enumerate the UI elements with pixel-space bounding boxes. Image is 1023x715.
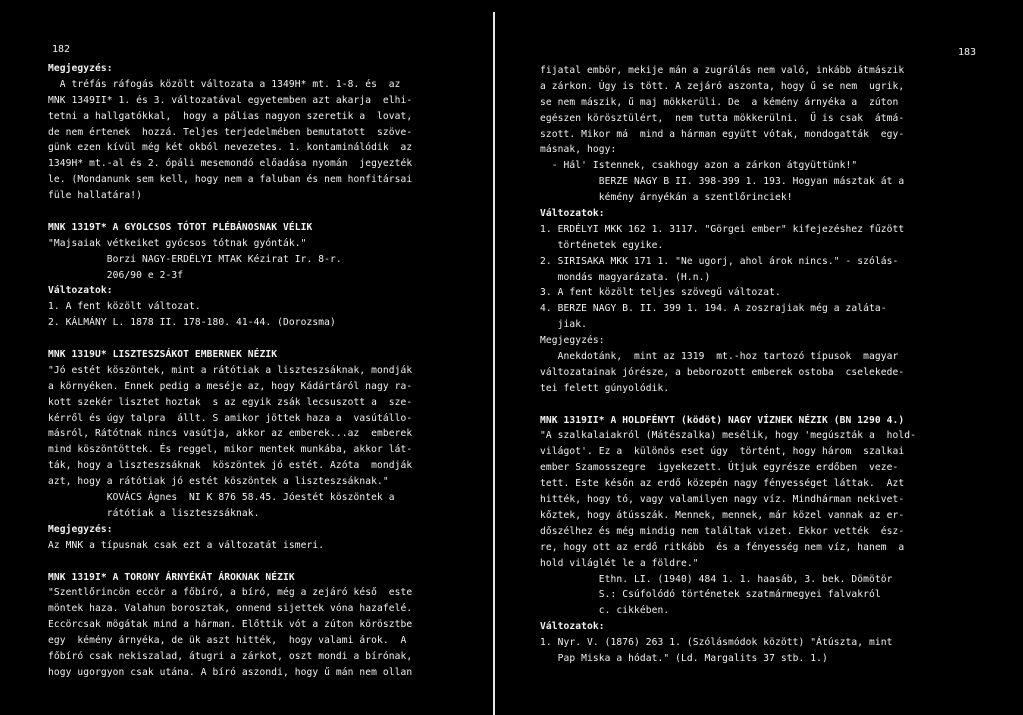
text-line: hogy ugorgyon csak utána. A bíró aszondi, hogy ű mán nem ollan — [48, 666, 413, 678]
text-line: rátótiak a liszteszsáknak. — [48, 507, 260, 519]
blank-line — [48, 554, 412, 570]
text-line: "A szalkalaiakról (Mátészalka) mesélik, hogy 'megúszták a hold- — [540, 430, 917, 442]
text-line: Pap Miska a hódat." (Ld. Margalits 37 stb. 1.) — [540, 652, 828, 664]
text-line: KOVÁCS Ágnes NI K 876 58.45. Jóestét köszöntek a — [48, 492, 395, 504]
section-heading: Megjegyzés: — [48, 63, 113, 74]
text-line: a környéken. Ennek pedig a meséje az, hogy Kádártáról nagy ra- — [48, 380, 413, 392]
text-line: változatainak jórésze, a beborozott emberek ostoba cselekede- — [540, 366, 905, 378]
text-line: szott. Mikor má mind a hárman együtt vótak, mondogatták egy- — [540, 128, 905, 140]
text-line: "Szentlőrincön eccör a főbíró, a bíró, még a zejáró késő este — [48, 587, 413, 599]
text-line: Az MNK a típusnak csak ezt a változatát ismeri. — [48, 539, 325, 551]
text-line: másnak, hogy: — [540, 144, 617, 156]
text-line: Borzi NAGY-ERDÉLYI MTAK Kézirat Ir. 8-r. — [48, 253, 342, 265]
section-heading: MNK 1319II* A HOLDFÉNYT (ködöt) NAGY VÍZNEK NÉZIK (BN 1290 4.) — [540, 414, 905, 426]
text-line: S.: Csúfolódó történetek szatmármegyei falvakról — [540, 589, 881, 601]
text-line: jiak. — [540, 319, 588, 331]
section-heading: Változatok: — [540, 208, 605, 220]
text-line: fijatal embör, mekije mán a zugrálás nem való, inkább átmászik — [540, 65, 905, 76]
text-line: Anekdotánk, mint az 1319 mt.-hoz tartozó típusok magyar — [540, 351, 899, 363]
text-line: azt, hogy a rátótiak jó estét köszöntek a liszteszsáknak." — [48, 476, 389, 488]
text-line: A tréfás ráfogás közölt változata a 1349H* mt. 1-8. és az — [48, 78, 401, 90]
blank-line — [540, 397, 916, 413]
text-line: füle hallatára!) — [48, 190, 143, 202]
page-number: 183 — [958, 47, 977, 58]
text-line: hitték, hogy tó, vagy valamilyen nagy víz. Mindhárman nekivet- — [540, 494, 905, 506]
text-line: kőztek, hogy átússzák. Mennek, mennek, már közel vannak az er- — [540, 509, 905, 521]
text-line: BERZE NAGY B II. 398-399 1. 193. Hogyan másztak át a — [540, 176, 905, 188]
text-line: mind köszöntöttek. És reggel, mikor mentek munkába, akkor lát- — [48, 444, 413, 456]
right-page — [498, 0, 1023, 715]
text-line: 1. Nyr. V. (1876) 263 1. (Szólásmódok között) "Átúszta, mint — [540, 637, 893, 649]
text-line: möntek haza. Valahun borosztak, onnend sijettek vóna hazafelé. — [48, 603, 413, 615]
text-line: 4. BERZE NAGY B. II. 399 1. 194. A zoszrajiak még a zaláta- — [540, 303, 887, 315]
text-line: Ethn. LI. (1940) 484 1. 1. haasáb, 3. bek. Dömötör — [540, 573, 893, 585]
text-line: se nem mászik, ű maj mökkerüli. De a kémény árnyéka a zúton — [540, 96, 899, 108]
text-line: történetek egyike. — [540, 239, 664, 251]
text-line: egy kémény árnyéka, de ük aszt hitték, hogy valami árok. A — [48, 635, 407, 647]
text-line: kott szekér lisztet hoztak s az egyik zsák lecsuszott a sze- — [48, 396, 413, 408]
text-line: dőszélhez és még mindig nem találtak vizet. Ekkor vették ész- — [540, 525, 905, 537]
text-line: mondás magyarázata. (H.n.) — [540, 271, 711, 283]
text-line: Megjegyzés: — [540, 335, 605, 347]
text-line: kérről és úgy talpra állt. S amikor jöttek haza a vasútállo- — [48, 412, 413, 424]
section-heading: MNK 1319T* A GYOLCSOS TÓTOT PLÉBÁNOSNAK VÉLIK — [48, 221, 313, 233]
text-line: c. cikkében. — [540, 605, 670, 617]
text-line: ták, hogy a liszteszsáknak köszöntek jó estét. Azóta mondják — [48, 460, 413, 472]
text-line: tetni a hallgatókkal, hogy a pálias nagyon szeretik a lovat, — [48, 110, 413, 122]
text-line: 1349H* mt.-al és 2. ópáli mesemondó előadása nyomán jegyezték — [48, 158, 413, 170]
text-line: "Majsaiak vétkeiket gyócsos tótnak gyónták." — [48, 237, 307, 249]
text-line: ember Szamosszegre igyekezett. Útjuk egyrésze erdőben veze- — [540, 462, 899, 474]
section-heading: Változatok: — [48, 285, 113, 297]
text-line: kémény árnyékán a szentlőrinciek! — [540, 192, 793, 204]
section-heading: Megjegyzés: — [48, 523, 113, 535]
text-line: 3. A fent közölt teljes szövegű változat. — [540, 287, 781, 299]
blank-line — [48, 204, 412, 220]
text-line: MNK 1349II* 1. és 3. változatával egyetemben azt akarja elhi- — [48, 94, 413, 106]
text-line: re, hogy ott az erdő ritkább és a fényesség nem víz, hanem a — [540, 541, 905, 553]
blank-line — [48, 331, 412, 347]
text-line: 1. ERDÉLYI MKK 162 1. 3117. "Görgei ember" kifejezéshez fűzött — [540, 223, 905, 235]
text-line: "Jó estét köszöntek, mint a rátótiak a liszteszsáknak, mondják — [48, 364, 413, 376]
text-line: de nem értenek hozzá. Teljes terjedelmében bemutatott szöve- — [48, 126, 413, 138]
text-line: a zárkon. Úgy is tött. A zejáró aszonta, hogy ű se nem ugrik, — [540, 80, 905, 92]
page-number: 182 — [52, 44, 71, 55]
section-heading: MNK 1319I* A TORONY ÁRNYÉKÁT ÁROKNAK NÉZIK — [48, 571, 295, 583]
text-line: - Hál' Istennek, csakhogy azon a zárkon átgyüttünk!" — [540, 160, 858, 172]
text-line: 206/90 e 2-3f — [48, 269, 184, 281]
section-heading: Változatok: — [540, 621, 605, 633]
text-line: másról, Rátótnak nincs vasútja, akkor az emberek...az emberek — [48, 428, 413, 440]
text-line: 2. KÁLMÁNY L. 1878 II. 178-180. 41-44. (Dorozsma) — [48, 317, 336, 329]
text-line: tei felett gúnyolódik. — [540, 382, 670, 394]
text-line: tett. Este későn az erdő közepén nagy fényességet láttak. Azt — [540, 478, 905, 490]
text-line: 1. A fent közölt változat. — [48, 301, 201, 313]
left-text-column — [48, 61, 412, 681]
text-line: hold világlét le a földre." — [540, 557, 699, 569]
text-line: egészen körösztülért, nem tutta mökkerülni. Ű is csak átmá- — [540, 112, 905, 124]
text-line: Eccörcsak mögátak mind a hárman. Előttik vót a zúton körösztbe — [48, 619, 413, 631]
right-text-column — [540, 63, 916, 667]
left-page — [0, 0, 492, 715]
section-heading: MNK 1319U* LISZTESZSÁKOT EMBERNEK NÉZIK — [48, 349, 278, 361]
text-line: 2. SIRISAKA MKK 171 1. "Ne ugorj, ahol árok nincs." - szólás- — [540, 255, 899, 267]
text-line: világot'. Ez a különös eset úgy történt, hogy három szalkai — [540, 446, 905, 458]
text-line: főbíró csak nekiszalad, átugri a zárkot, oszt mondi a bírónak, — [48, 650, 413, 662]
page-divider — [493, 12, 495, 715]
text-line: günk ezen kívül még két okból nevezetes. 1. kontaminálódik az — [48, 142, 413, 154]
text-line: le. (Mondanunk sem kell, hogy nem a faluban és nem honfitársai — [48, 174, 413, 186]
